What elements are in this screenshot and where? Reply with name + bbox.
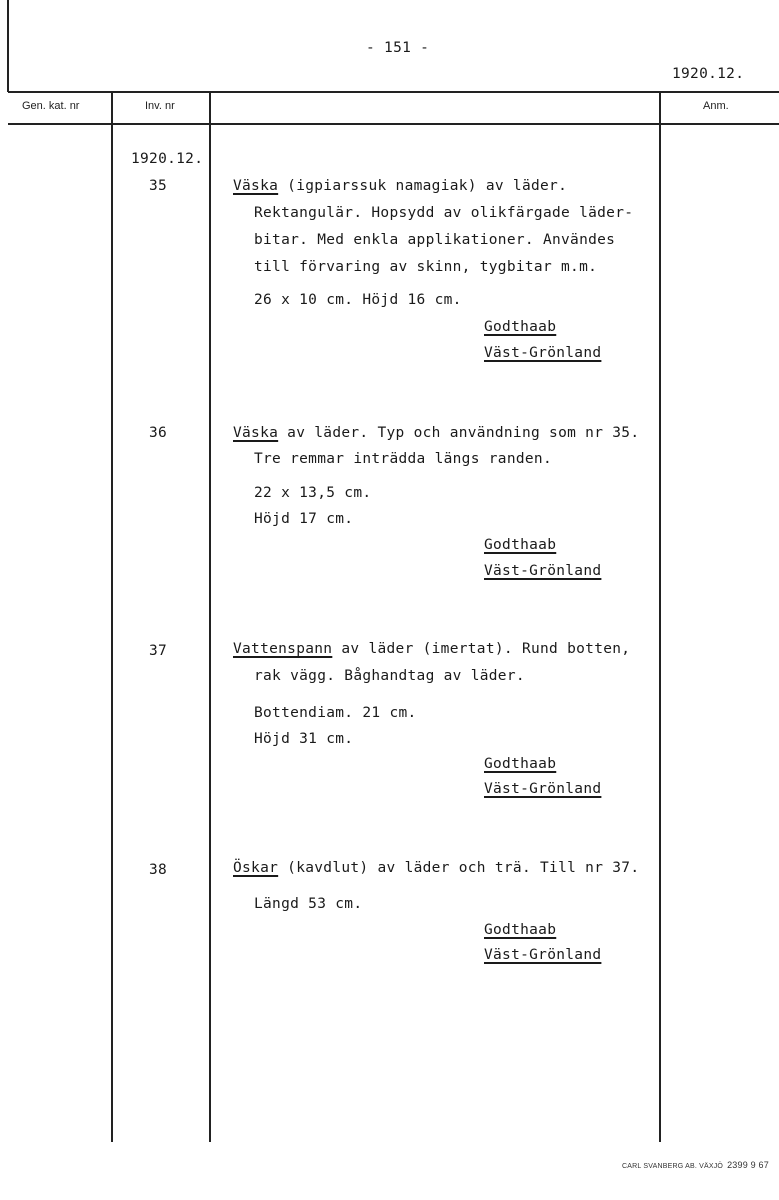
left-margin-line [7, 0, 9, 92]
column-header-gen-kat: Gen. kat. nr [22, 100, 80, 112]
inv-number-38: 38 [149, 862, 168, 878]
inv-number-37: 37 [149, 643, 168, 659]
entry-35-title-rest: (igpiarssuk namagiak) av läder. [278, 178, 568, 194]
column-divider-inv-text [209, 91, 211, 1142]
entry-35-object-name: Väska [233, 178, 279, 194]
entry-37-region: Väst-Grönland [484, 781, 602, 797]
entry-37-title-rest: av läder (imertat). Rund botten, [332, 641, 631, 657]
entry-37-dimensions: Bottendiam. 21 cm. [254, 705, 417, 721]
column-divider-gen-inv [111, 91, 113, 1142]
page-number: - 151 - [366, 40, 430, 56]
entry-35-region: Väst-Grönland [484, 345, 602, 361]
entry-35-desc-line: Rektangulär. Hopsydd av olikfärgade läder- [254, 205, 634, 221]
entry-35-desc-line: till förvaring av skinn, tygbitar m.m. [254, 259, 598, 275]
ledger-date: 1920.12. [131, 151, 204, 167]
entry-38-title [233, 860, 639, 876]
entry-36-dimensions: 22 x 13,5 cm. [254, 485, 372, 501]
entry-37-place: Godthaab [484, 756, 557, 772]
entry-36-desc-line: Tre remmar inträdda längs randen. [254, 451, 552, 467]
header-top-rule [8, 91, 779, 93]
entry-36-object-name: Väska [233, 425, 279, 441]
entry-37-desc-line: rak vägg. Båghandtag av läder. [254, 668, 525, 684]
column-divider-text-anm [659, 91, 661, 1142]
entry-38-place: Godthaab [484, 922, 557, 938]
entry-36-region: Väst-Grönland [484, 563, 602, 579]
entry-36-height: Höjd 17 cm. [254, 511, 354, 527]
entry-36-place: Godthaab [484, 537, 557, 553]
column-header-inv: Inv. nr [145, 100, 175, 112]
entry-38-object-name: Öskar [233, 860, 279, 876]
entry-38-title-rest: (kavdlut) av läder och trä. Till nr 37. [278, 860, 640, 876]
inv-number-35: 35 [149, 178, 168, 194]
header-date: 1920.12. [672, 66, 745, 82]
entry-38-region: Väst-Grönland [484, 947, 602, 963]
entry-36-title-rest: av läder. Typ och användning som nr 35. [278, 425, 640, 441]
entry-35-place: Godthaab [484, 319, 557, 335]
entry-35-dimensions: 26 x 10 cm. Höjd 16 cm. [254, 292, 462, 308]
inv-number-36: 36 [149, 425, 168, 441]
entry-36-title [233, 425, 639, 441]
entry-37-title [233, 641, 630, 657]
entry-38-dimensions: Längd 53 cm. [254, 896, 363, 912]
entry-35-title [233, 178, 567, 194]
printer-imprint [622, 1160, 769, 1170]
entry-37-height: Höjd 31 cm. [254, 731, 354, 747]
printer-name: CARL SVANBERG AB. VÄXJÖ [622, 1163, 724, 1170]
column-header-anm: Anm. [703, 100, 729, 112]
entry-35-desc-line: bitar. Med enkla applikationer. Användes [254, 232, 616, 248]
header-bottom-rule [8, 123, 779, 125]
form-code: 2399 9 67 [727, 1160, 769, 1170]
entry-37-object-name: Vattenspann [233, 641, 333, 657]
